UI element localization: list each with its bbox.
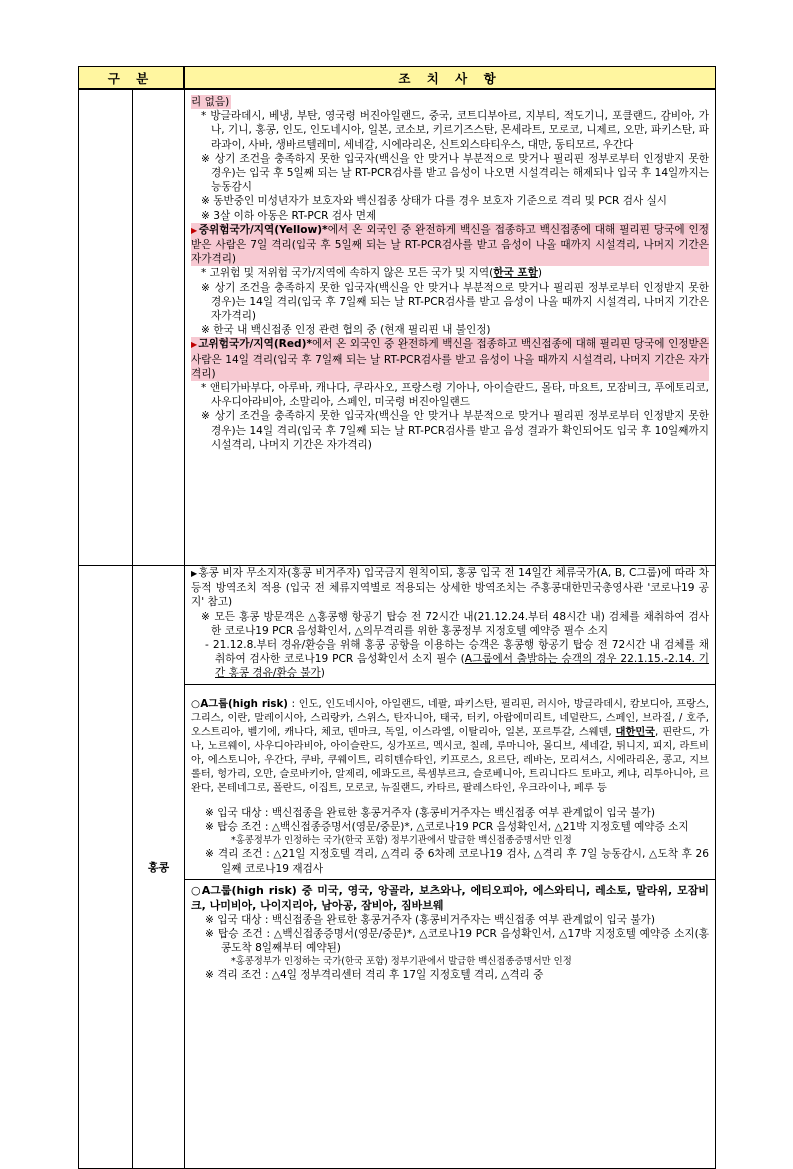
hk-group-a-boarding: ※ 탑승 조건 : △백신접종증명서(영문/중문)*, △코로나19 PCR 음성확인서, △21박 지정호텔 예약증 소지 [205,821,689,834]
hk-group-a-entry: ※ 입국 대상 : 백신접종을 완료한 홍콩거주자 (홍콩비거주자는 백신접종 여부 관계없이 입국 불가) [205,807,655,819]
table-header [79,67,715,90]
korea-included: 한국 포함 [493,267,538,280]
note-children: ※ 3살 이하 아동은 RT-PCR 검사 면제 [201,209,377,222]
korea-vaccine-note: ※ 한국 내 백신접종 인정 관련 협의 중 (현재 필리핀 내 불인정) [201,324,491,337]
hk-group-a-special [185,879,715,983]
hk-group-a-special-title [191,883,709,913]
hk-transit-end: ) [320,667,325,680]
hk-group-a-korea: 대한민국 [615,726,656,738]
header-category: 구 분 [79,67,184,88]
hk-group-a-list-1: : 인도, 인도네시아, 아일랜드, 네팔, 파키스탄, 필리핀, 러시아, 방글라데시, 캄보디아, 프랑스, 그리스, 이란, 말레이시아, 스리랑카, 스위스, 탄자니아, 태국, 터키, 아랍에미리트, 네덜란드, 스페인, 브라질, / 호주, 오스트리아, 벨기에, 캐나다, 체코, 덴마크, 독일, 이스라엘, 이탈리아, 일본, 포르투갈, 스웨덴, [191,698,710,738]
label-cell-outer [79,90,133,565]
yellow-unvaccinated-note: ※ 상기 조건을 충족하지 못한 입국자(백신을 안 맞거나 부분적으로 맞거나 필리핀 정부로부터 인정받지 못한 경우)는 14일 격리(입국 후 7일째 되는 날 RT-PCR검사를 받고 음성이 나올 때까지 시설격리, 나머지 기간은 자가격리) [201,281,709,323]
yellow-risk-title: 중위험국가/지역(Yellow)* [198,223,328,236]
table-row-hongkong [79,566,715,1168]
yellow-country-note [191,266,709,280]
hk-transit-ban: A그룹에서 출발하는 승객의 경우 22.1.15.-2.14. 기간 홍콩 경유/환승 불가 [215,653,709,680]
hk-group-a-countries [191,698,709,796]
hk-all-visitors-note: ※ 모든 홍콩 방문객은 △홍콩행 항공기 탑승 전 72시간 내(21.12.24.부터 48시간 내) 검체를 채취하여 검사한 코로나19 PCR 음성확인서, △의무격리를 위한 홍콩정부 지정호텔 예약증 필수 소지 [201,610,709,637]
circle-bullet-icon: ○ [191,883,202,897]
yellow-risk-paragraph [191,223,709,267]
red-risk-text: 에서 온 외국인 중 완전하게 백신을 접종하고 백신접종에 대해 필리핀 당국에 인정받은 사람은 14일 격리(입국 후 7일째 되는 날 RT-PCR검사를 받고 음성이 나올 때까지 시설격리, 나머지 기간은 자가격리) [191,338,710,380]
yellow-risk-text: 에서 온 외국인 중 완전하게 백신을 접종하고 백신접종에 대해 필리핀 당국에 인정받은 사람은 7일 격리(입국 후 5일째 되는 날 RT-PCR검사를 받고 음성이 나올 때까지 시설격리, 나머지 기간은 자가격리) [191,223,709,266]
note-minors: ※ 동반중인 미성년자가 보호자와 백신접종 상태가 다를 경우 보호자 기준으로 격리 및 PCR 검사 실시 [201,195,668,208]
circle-bullet-icon: ○ [191,698,201,710]
hk-group-a-title: A그룹(high risk) [200,698,288,710]
red-risk-title: 고위험국가/지역(Red)* [198,338,312,351]
hk-group-a-special-quarantine: ※ 격리 조건 : △4일 정부격리센터 격리 후 17일 지정호텔 격리, △격리 중 [205,969,544,982]
measures-cell-hongkong [185,566,715,1168]
label-cell-outer [79,566,133,1168]
header-measures: 조 치 사 항 [184,67,715,88]
continued-line: 리 없음) [191,96,230,108]
label-cell [133,90,185,565]
hk-transit-text: - 21.12.8.부터 경유/환승을 위해 홍콩 공항을 이용하는 승객은 홍콩행 항공기 탑승 전 72시간 내 검체를 채취하여 검사한 코로나19 PCR 음성확인서 소지 필수 ( [205,639,709,666]
table-row [79,90,715,566]
measures-cell [185,90,715,565]
hk-group-a-special-boarding: ※ 탑승 조건 : △백신접종증명서(영문/중문)*, △코로나19 PCR 음성확인서, △17박 지정호텔 예약증 소지(홍콩도착 8일째부터 예약된) [205,928,709,955]
hk-group-a-boarding-sub: *홍콩정부가 인정하는 국가(한국 포함) 정부기관에서 발급한 백신접종증명서만 인정 [231,835,572,847]
bullet-triangle-icon: ▶ [191,569,198,578]
hk-group-a-list-2: , 핀란드, 가나, 노르웨이, 사우디아라비아, 아이슬란드, 싱가포르, 멕시코, 칠레, 루마니아, 몰디브, 세네갈, 튀니지, 피지, 라트비아, 에스토니아, 우간다, 쿠바, 쿠웨이트, 리히텐슈타인, 키프로스, 요르단, 레바논, 모리셔스, 시에라리온, 콩고, 지브롤터, 헝가리, 오만, 슬로바키아, 알제리, 에콰도르, 룩셈부르크, 슬로베니아, 트리니다드 토바고, 케냐, 리투아니아, 르완다, 몬테네그로, 폴란드, 이집트, 모로코, 뉴질랜드, 카타르, 팔레스타인, 우크라이나, 페루 등 [191,726,709,794]
hk-group-a [185,684,715,876]
bullet-triangle-icon: ▶ [191,225,198,235]
yellow-country-note-text: * 고위험 및 저위험 국가/지역에 속하지 않은 모든 국가 및 지역( [201,267,494,280]
label-hongkong: 홍콩 [133,566,185,1168]
bullet-triangle-icon: ▶ [191,340,198,350]
hk-transit-note [191,638,709,681]
yellow-country-note-end: ) [537,267,543,280]
hk-group-a-special-title-text: A그룹(high risk) 중 미국, 영국, 앙골라, 보츠와나, 에티오피아, 에스와티니, 레소토, 말라위, 모잠비크, 나미비아, 나이지리아, 남아공, 잠비아, 짐바브웨 [191,883,709,912]
red-risk-paragraph [191,337,709,381]
document-table [78,66,716,1169]
hk-intro [191,566,709,610]
hk-group-a-quarantine: ※ 격리 조건 : △21일 지정호텔 격리, △격리 중 6차례 코로나19 검사, △격리 후 7일 능동감시, △도착 후 26일째 코로나19 재검사 [205,848,709,875]
low-risk-country-list: * 방글라데시, 베냉, 부탄, 영국령 버진아일랜드, 중국, 코트디부아르, 지부티, 적도기니, 포클랜드, 감비아, 가나, 기니, 홍콩, 인도, 인도네시아, 일본, 코소보, 키르기즈스탄, 몬세라트, 모로코, 니제르, 오만, 파키스탄, 파라과이, 사바, 생바르텔레미, 세네갈, 시에라리온, 신트외스타티우스, 대만, 동티모르, 우간다 [201,110,709,151]
hk-group-a-special-boarding-sub: *홍콩정부가 인정하는 국가(한국 포함) 정부기관에서 발급한 백신접종증명서만 인정 [231,956,572,968]
note-unvaccinated: ※ 상기 조건을 충족하지 못한 입국자(백신을 안 맞거나 부분적으로 맞거나 필리핀 정부로부터 인정받지 못한 경우)는 입국 후 5일째 되는 날 RT-PCR검사를 받고 음성이 나오면 시설격리는 해제되나 입국 후 14일까지는 능동감시 [201,152,709,194]
red-unvaccinated-note: ※ 상기 조건을 충족하지 못한 입국자(백신을 안 맞거나 부분적으로 맞거나 필리핀 정부로부터 인정받지 못한 경우)는 14일 격리(입국 후 7일째 되는 날 RT-PCR검사를 받고 음성 결과가 확인되어도 입국 후 10일째까지 시설격리, 나머지 기간은 자가격리) [201,410,709,451]
hk-intro-text: 홍콩 비자 무소지자(홍콩 비거주자) 입국금지 원칙이되, 홍콩 입국 전 14일간 체류국가(A, B, C그룹)에 따라 차등적 방역조치 적용 (입국 전 체류지역별로 적용되는 상세한 방역조치는 주홍콩대한민국총영사관 '코로나19 공지' 참고) [191,567,709,609]
red-country-list: * 앤티가바부다, 아루바, 캐나다, 쿠라사오, 프랑스령 기아나, 아이슬란드, 몰타, 마요트, 모잠비크, 푸에토리코, 사우디아라비아, 소말리아, 스페인, 미국령 버진아일랜드 [201,382,709,409]
hk-group-a-special-entry: ※ 입국 대상 : 백신접종을 완료한 홍콩거주자 (홍콩비거주자는 백신접종 여부 관계없이 입국 불가) [205,913,655,926]
